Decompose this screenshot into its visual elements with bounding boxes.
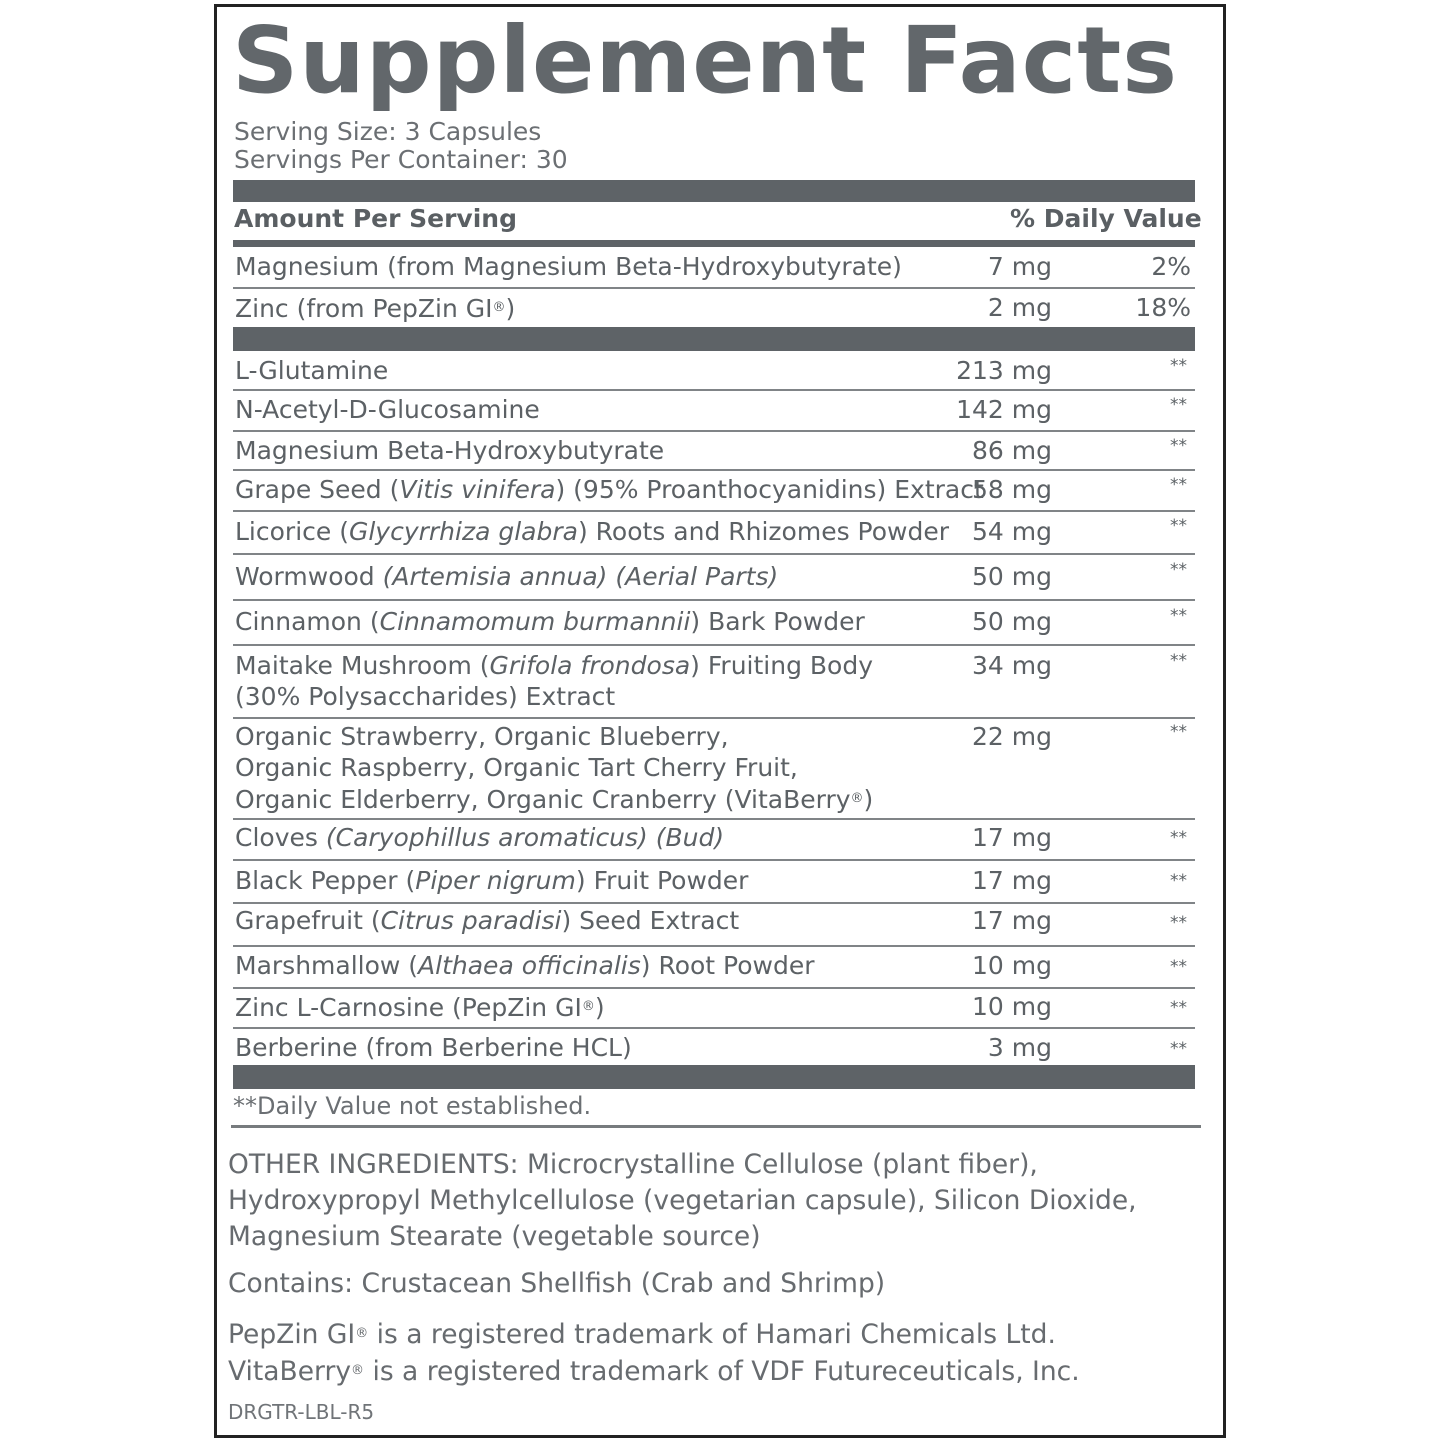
nutrient-name: Zinc (from PepZin GI®) (235, 294, 516, 323)
asterisk-mark: ** (1170, 436, 1187, 456)
ingredient-name: Marshmallow (Althaea officinalis) Root Powder (235, 951, 815, 980)
page-title: Supplement Facts (232, 7, 1178, 114)
ingredient-name: Licorice (Glycyrrhiza glabra) Roots and Rhizomes Powder (235, 517, 950, 546)
ingredient-name: Cloves (Caryophillus aromaticus) (Bud) (235, 823, 725, 852)
ingredient-name: Black Pepper (Piper nigrum) Fruit Powder (235, 866, 749, 895)
ingredient-amount: 50 mg (972, 562, 1052, 591)
ingredient-amount: 50 mg (972, 607, 1052, 636)
ingredient-row (233, 352, 1195, 391)
asterisk-mark: ** (1170, 516, 1187, 536)
asterisk-mark: ** (1170, 998, 1187, 1018)
other-ingredients: OTHER INGREDIENTS: Microcrystalline Cellulose (plant fiber), Hydroxypropyl Methylcellulose (vegetarian capsule), Silicon Dioxide, Magnesium Stearate (vegetable source) (228, 1149, 1137, 1252)
serving-size: Serving Size: 3 Capsules (234, 117, 542, 146)
thick-divider (233, 180, 1195, 202)
ingredient-row (233, 512, 1195, 555)
ingredient-amount: 58 mg (972, 475, 1052, 504)
ingredient-amount: 86 mg (972, 436, 1052, 465)
asterisk-mark: ** (1170, 560, 1187, 580)
asterisk-mark: ** (1170, 395, 1187, 415)
ingredient-row (233, 432, 1195, 471)
ingredient-row (233, 719, 1195, 820)
asterisk-mark: ** (1170, 356, 1187, 376)
asterisk-mark: ** (1170, 606, 1187, 626)
ingredient-name: Zinc L-Carnosine (PepZin GI®) (235, 993, 605, 1022)
ingredient-amount: 10 mg (972, 951, 1052, 980)
ingredient-name: Grape Seed (Vitis vinifera) (95% Proanthocyanidins) Extract (235, 475, 984, 504)
ingredient-name: Wormwood (Artemisia annua) (Aerial Parts) (235, 562, 779, 591)
ingredient-amount: 17 mg (972, 906, 1052, 935)
ingredient-row (233, 904, 1195, 947)
ingredient-name: L-Glutamine (235, 356, 389, 385)
ingredient-row (233, 820, 1195, 861)
nutrient-row (233, 248, 1195, 289)
nutrient-amount: 2 mg (987, 293, 1052, 322)
ingredient-name: N-Acetyl-D-Glucosamine (235, 395, 540, 424)
nutrient-daily-value: 18% (1135, 293, 1191, 322)
nutrient-amount: 7 mg (987, 252, 1052, 281)
ingredient-row (233, 391, 1195, 432)
ingredient-row (233, 646, 1195, 719)
ingredient-name: Grapefruit (Citrus paradisi) Seed Extract (235, 906, 740, 935)
asterisk-mark: ** (1170, 722, 1187, 742)
ingredient-amount: 213 mg (956, 356, 1052, 385)
ingredient-row (233, 471, 1195, 512)
ingredient-amount: 17 mg (972, 823, 1052, 852)
ingredient-amount: 17 mg (972, 866, 1052, 895)
servings-per-container: Servings Per Container: 30 (234, 145, 568, 174)
ingredient-name: Maitake Mushroom (Grifola frondosa) Fruiting Body (30% Polysaccharides) Extract (235, 651, 874, 711)
nutrient-name: Magnesium (from Magnesium Beta-Hydroxybutyrate) (235, 252, 902, 281)
thick-divider (233, 1065, 1195, 1089)
nutrient-daily-value: 2% (1151, 252, 1191, 281)
allergen-statement: Contains: Crustacean Shellfish (Crab and Shrimp) (228, 1268, 886, 1299)
amount-per-serving-header: Amount Per Serving (234, 204, 517, 233)
ingredient-amount: 22 mg (972, 722, 1052, 751)
section-divider (231, 1125, 1201, 1128)
daily-value-header: % Daily Value (1010, 204, 1202, 233)
asterisk-mark: ** (1170, 475, 1187, 495)
ingredient-amount: 10 mg (972, 992, 1052, 1021)
ingredient-amount: 142 mg (956, 395, 1052, 424)
ingredient-row (233, 861, 1195, 904)
asterisk-mark: ** (1170, 651, 1187, 671)
ingredient-name: Berberine (from Berberine HCL) (235, 1033, 632, 1062)
label-code: DRGTR-LBL-R5 (228, 1400, 375, 1424)
asterisk-mark: ** (1170, 1039, 1187, 1059)
ingredient-row (233, 1029, 1195, 1065)
daily-value-footnote: **Daily Value not established. (233, 1092, 592, 1120)
ingredient-name: Organic Strawberry, Organic Blueberry, Organic Raspberry, Organic Tart Cherry Fruit, Organic Elderberry, Organic Cranberry (VitaBerry®) (235, 722, 874, 814)
ingredient-name: Magnesium Beta-Hydroxybutyrate (235, 436, 665, 465)
asterisk-mark: ** (1170, 913, 1187, 933)
nutrient-row (233, 289, 1195, 325)
ingredient-row (233, 989, 1195, 1029)
ingredient-name: Cinnamon (Cinnamomum burmannii) Bark Powder (235, 607, 865, 636)
ingredient-row (233, 947, 1195, 989)
ingredient-row (233, 555, 1195, 601)
ingredient-amount: 54 mg (972, 517, 1052, 546)
trademark-notice: PepZin GI® is a registered trademark of Hamari Chemicals Ltd. VitaBerry® is a registered trademark of VDF Futureceuticals, Inc. (228, 1319, 1080, 1387)
asterisk-mark: ** (1170, 828, 1187, 848)
ingredient-amount: 3 mg (987, 1033, 1052, 1062)
asterisk-mark: ** (1170, 957, 1187, 977)
ingredient-row (233, 601, 1195, 646)
asterisk-mark: ** (1170, 871, 1187, 891)
ingredient-amount: 34 mg (972, 651, 1052, 680)
thick-divider (233, 327, 1195, 351)
medium-divider (233, 240, 1195, 247)
